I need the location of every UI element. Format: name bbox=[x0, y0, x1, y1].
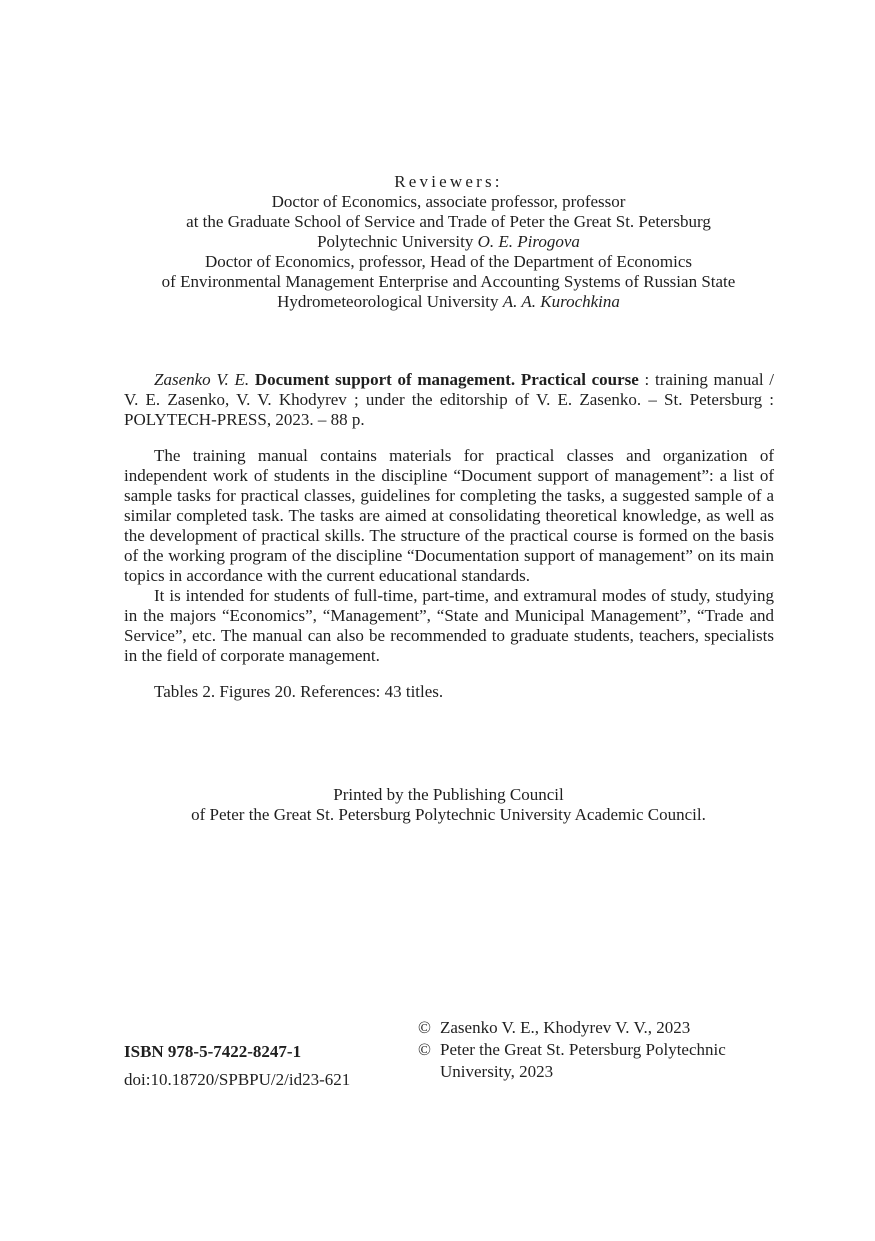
reviewers-block bbox=[100, 172, 797, 312]
reviewers-heading: Reviewers: bbox=[394, 172, 503, 191]
printed-by-block bbox=[100, 785, 797, 825]
citation-title: Document support of management. Practical course bbox=[254, 370, 639, 389]
copyright-entry-2 bbox=[418, 1039, 758, 1083]
doi: doi:10.18720/SPBPU/2/id23-621 bbox=[124, 1070, 351, 1089]
stats-line bbox=[154, 682, 774, 702]
reviewer2-line1: Doctor of Economics, professor, Head of the Department of Economics bbox=[205, 252, 692, 271]
reviewer2-affiliation: Hydrometeorological University bbox=[277, 292, 503, 311]
reviewer1-line1: Doctor of Economics, associate professor, professor bbox=[271, 192, 626, 211]
citation-block bbox=[124, 370, 774, 430]
copyright-holder-1: Zasenko V. E., Khodyrev V. V., 2023 bbox=[440, 1018, 691, 1037]
citation-details: : training manual / V. E. Zasenko, V. V. Khodyrev ; under the editorship of V. E. Zasenko. – St. Petersburg : POLYTECH-PRESS, 2023. – 88 p. bbox=[124, 370, 775, 429]
reviewer1-line3 bbox=[100, 232, 797, 252]
reviewer1-line2: at the Graduate School of Service and Trade of Peter the Great St. Petersburg bbox=[186, 212, 711, 231]
abstract-block bbox=[124, 446, 774, 666]
reviewer2-line3 bbox=[100, 292, 797, 312]
printed-by-line1: Printed by the Publishing Council bbox=[333, 785, 564, 804]
copyright-icon: © bbox=[418, 1040, 431, 1059]
citation-paragraph bbox=[124, 370, 774, 430]
citation-author: Zasenko V. E. bbox=[154, 370, 250, 389]
copyright-holder-2: Peter the Great St. Petersburg Polytechnic University, 2023 bbox=[440, 1040, 726, 1081]
reviewer2-name: A. A. Kurochkina bbox=[502, 292, 620, 311]
isbn: ISBN 978-5-7422-8247-1 bbox=[124, 1042, 302, 1061]
copyright-block bbox=[418, 1017, 758, 1083]
identifiers-block bbox=[124, 1038, 414, 1094]
printed-by-line2: of Peter the Great St. Petersburg Polytechnic University Academic Council. bbox=[191, 805, 706, 824]
stats-text: Tables 2. Figures 20. References: 43 titles. bbox=[154, 682, 444, 701]
abstract-paragraph-1: The training manual contains materials for practical classes and organization of independent work of students in the discipline “Document support of management”: a list of sample tasks for practical classes, guidelines for completing the tasks, a suggested sample of a similar completed task. The tasks are aimed at consolidating theoretical knowledge, as well as the development of practical skills. The structure of the practical course is formed on the basis of the working program of the discipline “Documentation support of management” on its main topics in accordance with the current educational standards. bbox=[124, 446, 774, 585]
copyright-icon: © bbox=[418, 1018, 431, 1037]
copyright-entry-1 bbox=[418, 1017, 758, 1039]
reviewer2-line2: of Environmental Management Enterprise and Accounting Systems of Russian State bbox=[161, 272, 736, 291]
reviewer1-name: O. E. Pirogova bbox=[477, 232, 580, 251]
reviewer1-affiliation: Polytechnic University bbox=[317, 232, 478, 251]
abstract-paragraph-2: It is intended for students of full-time, part-time, and extramural modes of study, studying in the majors “Economics”, “Management”, “State and Municipal Management”, “Trade and Service”, etc. The manual can also be recommended to graduate students, teachers, specialists in the field of corporate management. bbox=[124, 586, 774, 665]
